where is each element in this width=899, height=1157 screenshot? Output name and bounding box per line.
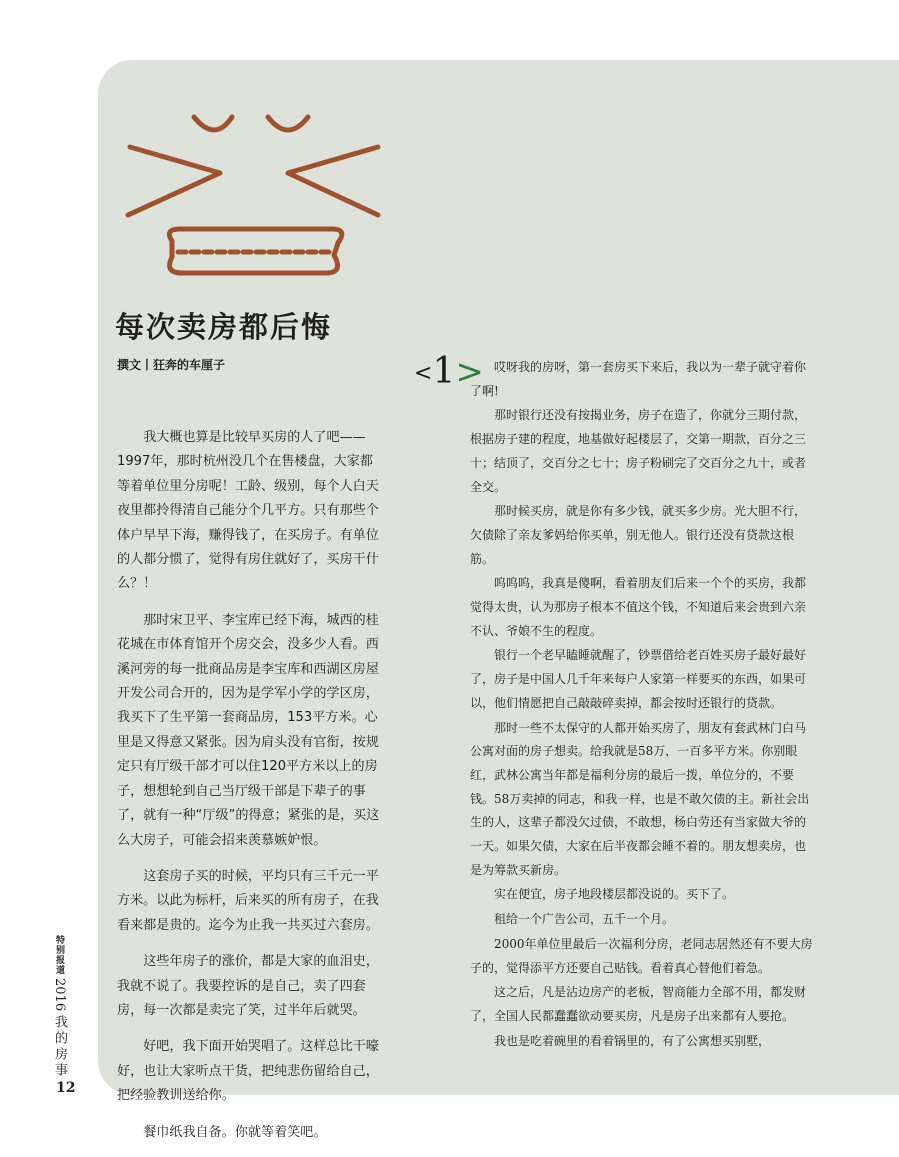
story-paragraph: 哎呀我的房呀，第一套房买下来后，我以为一辈子就守着你了啊! — [470, 360, 807, 398]
intro-column — [117, 426, 382, 1157]
story-paragraph: 我也是吃着碗里的看着锅里的，有了公寓想买别墅， — [494, 1033, 771, 1048]
story-paragraph: 银行一个老早瞌睡就醒了，钞票借给老百姓买房子最好最好了，房子是中国人几千年来每户人家第一样要买的东西，如果可以，他们情愿把自己敲敲碎卖掉，都会按时还银行的贷款。 — [470, 648, 807, 710]
story-paragraph: 那时银行还没有按揭业务，房子在造了，你就分三期付款，根据房子建的程度，地基做好起楼层了，交第一期款，百分之三十；结顶了，交百分之七十；房子粉刷完了交百分之九十，或者全交。 — [470, 408, 807, 494]
byline: 撰文丨狂奔的车厘子 — [117, 358, 226, 372]
marker-right-bracket: > — [455, 352, 484, 392]
story-paragraph: 这之后，凡是沾边房产的老板，智商能力全部不用，都发财了，全国人民都蠢蠢欲动要买房，凡是房子出来都有人要抢。 — [470, 985, 807, 1023]
story-paragraph: 租给一个广告公司，五千一个月。 — [494, 912, 675, 927]
left-squint-mark — [128, 147, 220, 215]
intro-paragraph: 好吧，我下面开始哭唱了。这样总比干嚎好，也让大家听点干货，把纯悲伤留给自己，把经验教训送给你。 — [117, 1039, 379, 1104]
intro-paragraph: 那时宋卫平、李宝库已经下海，城西的桂花城在市体育馆开个房交会，没多少人看。西溪河旁的每一批商品房是李宝库和西湖区房屋开发公司合开的，因为是学军小学的学区房，我买下了生平第一套商品房，153平方米。心里是又得意又紧张。因为肩头没有官衔，按规定只有厅级干部才可以住120平方米以上的房子，想想轮到自己当厅级干部是下辈子的事了，就有一种“厅级”的得意；紧张的是，买这么大房子，可能会招来羡慕嫉妒恨。 — [117, 612, 380, 848]
intro-paragraph: 这套房子买的时候，平均只有三千元一平方米。以此为标杆，后来买的所有房子，在我看来都是贵的。迄今为止我一共买过六套房。 — [117, 868, 379, 933]
right-squint-mark — [288, 147, 378, 215]
story-paragraph: 那时一些不太保守的人都开始买房了，朋友有套武林门白马公寓对面的房子想卖。给我就是58万，一百多平方米。你别眼红，武林公寓当年都是福利分房的最后一拨，单位分的，不要钱。58万卖掉的同志，和我一样，也是不敢欠债的主。新社会出生的人，这辈子都没欠过债，不敢想，杨白劳还有当家做大爷的一天。如果欠债，大家在后半夜都会睡不着的。朋友想卖房，也是为筹款买新房。 — [470, 720, 810, 877]
marker-left-bracket: < — [414, 361, 433, 386]
intro-paragraph: 这些年房子的涨价，都是大家的血泪史，我就不说了。我要控诉的是自己，卖了四套房，每一次都是卖完了笑，过半年后就哭。 — [117, 954, 379, 1018]
story-paragraph: 呜呜呜，我真是傻啊，看着朋友们后来一个个的买房，我都觉得太贵，认为那房子根本不值这个钱，不知道后来会贵到六亲不认、爷娘不生的程度。 — [470, 576, 807, 638]
left-closed-eye — [194, 117, 232, 130]
article-title: 每次卖房都后悔 — [115, 310, 333, 344]
page-number: 12 — [56, 1080, 76, 1096]
right-closed-eye — [268, 117, 308, 130]
story-paragraph: 实在便宜，房子地段楼层都没说的。买下了。 — [494, 887, 735, 902]
intro-paragraph: 我大概也算是比较早买房的人了吧——1997年，那时杭州没几个在售楼盘，大家都等着单位里分房呢！工龄、级别，每个人白天夜里都拎得清自己能分个几平方。只有那些个体户早早下海，赚得钱了，在买房子。有单位的人都分惯了，觉得有房住就好了，买房干什么？！ — [117, 430, 379, 592]
story-column — [470, 356, 814, 1054]
issue-topic: 我的房事 — [52, 1015, 67, 1080]
story-paragraph: 2000年单位里最后一次福利分房，老同志居然还有不要大房子的，觉得添平方还要自己贴钱。看着真心替他们着急。 — [470, 936, 813, 975]
intro-paragraph: 餐巾纸我自备。你就等着笑吧。 — [143, 1124, 327, 1140]
marker-number: 1 — [432, 351, 456, 392]
story-paragraph: 那时候买房，就是你有多少钱，就买多少房。光大胆不行，欠债除了亲友爹妈给你买单，别无他人。银行还没有贷款这根筋。 — [470, 504, 807, 566]
grimace-face-illustration — [120, 105, 390, 295]
issue-year: 2016 — [52, 978, 67, 1012]
section-label: 特别报道 — [54, 935, 64, 975]
running-header — [52, 935, 78, 1079]
